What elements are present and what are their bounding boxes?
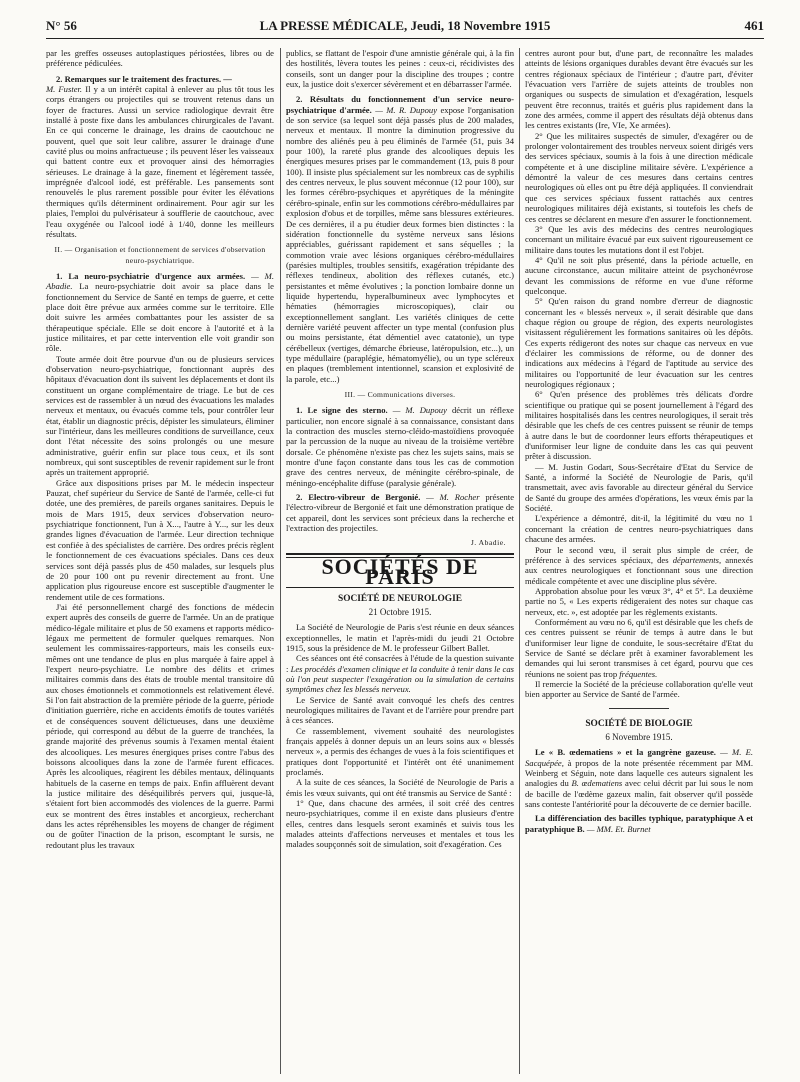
section-heading: 2. Résultats du fonctionnement d'un service neuro-psychiatrique d'armée. xyxy=(286,94,514,115)
section-heading: 2. Electro-vibreur de Bergonié. xyxy=(296,492,421,503)
paragraph xyxy=(286,405,514,488)
question-text: Les procédés d'examen clinique et la conduite à tenir dans le cas où l'on peut suspecter l'exagération ou la simulation de certains symptômes chez les blessés nerveux. xyxy=(286,663,514,695)
author: — M. Rocher xyxy=(426,492,480,503)
paragraph: Ce rassemblement, vivement souhaité des neurologistes français appelés à donner depuis un an leurs soins aux « blessés nerveux », a permis des échanges de vues à la fois scientifiques et pratiques dont l'opportunité et l'intérêt ont été unanimement proclamés. xyxy=(286,725,514,777)
section-heading: Le « B. œdematiens » et la gangrène gazeuse. xyxy=(535,747,716,758)
paragraph: par les greffes osseuses autoplastiques périostées, libres ou de préférence pédiculées. xyxy=(46,48,274,69)
emphasis: fréquentes. xyxy=(619,668,658,679)
paragraph xyxy=(525,617,753,679)
paragraph: Grâce aux dispositions prises par M. le médecin inspecteur Pauzat, chef supérieur du Service de Santé de l'armée, celle-ci fut dotée, une des premières, de pareils organes sanitaires. Depuis le mois de Mars 1915, deux services d'observation neuro-psychiatrique fonctionnent, l'un à X..., l'autre à Y..., sur les deux grandes lignes d'évacuation de l'armée. Leur direction technique est confiée à des spécialistes de carrière. Des ordres précis règlent le fonctionnement de ces évacuations spéciales. Dans ces deux services sont déjà passés plus de 450 malades, sur lesquels plus de 20 pour 100 ont pu revenir directement au front. Une application plus rigoureuse encore est susceptible d'augmenter le rendement utile de ces formations. xyxy=(46,477,274,602)
paragraph: 6° Qu'en présence des problèmes très délicats d'ordre scientifique ou pratique qui se posent journellement à l'égard des militaires hospitalisés dans les centres neurologiques, il serait très désirable que les chefs de ces centres puissent se réunir de temps à autre dans le but de coordonner leurs efforts thérapeutiques et d'uniformiser leur ligne de conduite dans les cas qui peuvent prêter à discussion. xyxy=(525,389,753,462)
paragraph: 4° Qu'il ne soit plus présenté, dans la période actuelle, en aucune circonstance, aucun militaire atteint de psychonévrose devant les commissions de réforme en vue d'une réforme quelconque. xyxy=(525,254,753,296)
rule xyxy=(609,708,669,709)
paragraph: 3° Que les avis des médecins des centres neurologiques concernant un militaire évacué par eux suivent rigoureusement ce militaire dans toutes les mutations dont il est l'objet. xyxy=(525,223,753,255)
paragraph: L'expérience a démontré, dit-il, la légitimité du vœu no 1 concernant la création de centres neuro-psychiatriques dans chacune des armées. xyxy=(525,513,753,545)
paragraph: 1° Que, dans chacune des armées, il soit créé des centres neuro-psychiatriques, comme il en existe dans plusieurs d'entre elles, centres dans lesquels seront examinés et suivis tous les malades atteints d'affections nerveuses et mentales et tous les malades soupçonnés soit de simulation, soit d'exagération. Ces xyxy=(286,798,514,850)
paragraph: 5° Qu'en raison du grand nombre d'erreur de diagnostic concernant les « blessés nerveux », il serait désirable que dans chaque région ou groupe de région, des experts neurologistes visitassent régulièrement les formations sanitaires où les dépôts. Ces experts rédigeront des notes sur chaque cas nerveux en vue d'éclairer les commissions de réforme, ou de donner des indications aux médecins à l'égard de l'aptitude au service des militaires ou l'opportunité de leur évacuation sur les centres neurologiques régionaux ; xyxy=(525,296,753,389)
paragraph-text: décrit un réflexe particulier, non encore signalé à sa connaissance, consistant dans la contraction des muscles sterno-cléido-mastoïdiens provoquée par la percussion de la nuque au niveau de la troisième vertèbre dorsale. Ce phénomène n'existe pas chez les sujets sains, mais se montre d'une façon constante dans tous les cas de commotion grave des centres nerveux, de méningite cérébro-spinale, de méningo-encéphalite diffuse (paralysie générale). xyxy=(286,405,514,488)
paragraph xyxy=(286,94,514,384)
paragraph: Le Service de Santé avait convoqué les chefs des centres neurologiques militaires de l'avant et de l'arrière pour prendre part à ces séances. xyxy=(286,694,514,726)
paragraph xyxy=(46,74,274,240)
society-title: SOCIÉTÉ DE BIOLOGIE xyxy=(585,718,693,729)
page-number: 461 xyxy=(744,18,764,33)
column-1 xyxy=(46,48,274,850)
paragraph-text: annexés aux centres neurologiques et fonctionnant sous une direction médicale compétente et avec une discipline plus sévère. xyxy=(525,554,753,586)
section-heading: 1. Le signe des sterno. xyxy=(296,405,388,416)
paragraph-text: expose l'organisation de son service (sa lequel sont déjà passés plus de 200 malades, nerveux et mentaux. Il montre la diminution progressive du nombre des aliénés peu à peu éliminés de l'armée (51, puis 34 pour 100), la rareté plus grande des alcooliques depuis les énergiques mesures prises par le commandement (13, puis 8 pour 100). Il insiste plus spécialement sur les nombreux cas de syphilis des centres nerveux, le plus souvent méconnue (12 pour 100), sur les formes cérébro-psychiques et apyrétiques de la méningite cérébro-spinale, enfin sur les commotions cérébro-médullaires par explosion d'obus et de torpilles, même sans blessures extérieures. De ces dernières, il a pu étudier deux formes bien distinctes : la sidération fonctionnelle du système nerveux sans lésions appréciables, guérissant rapidement et sans séquelles ; la commotion vraie avec lésions organiques cérébro-médullaires (parésies multiples, troubles sensitifs, exagération trépidante des réflexes tendineux, abolition des réflexes cutanés, etc.) persistantes et même évolutives ; la ponction lombaire donne un liquide hypertendu, hyperalbumineux avec lymphocytes et hématies (hémorragies microscopiques), clair ou exceptionnellement sanglant. Les variétés cliniques de cette dernière variété peuvent affecter un type mental (confusion plus ou moins persistante, état démentiel avec catatonie), un type cérébelleux (vertiges, démarche ébrieuse, latéropulsion, etc...), un type médullaire (paraplégie, hématomyélie), ou un type scléreux en plaques (tremblement intentionnel, scansion et explosivité de la parole, etc...) xyxy=(286,104,515,384)
paragraph: La Société de Neurologie de Paris s'est réunie en deux séances exceptionnelles, le matin et l'après-midi du jeudi 21 Octobre 1915, sous la présidence de M. le professeur Gilbert Ballet. xyxy=(286,622,514,653)
paragraph xyxy=(286,653,514,694)
column-divider xyxy=(280,48,281,1074)
session-date: 6 Novembre 1915. xyxy=(605,732,673,742)
column-3 xyxy=(525,48,753,834)
section-banner: SOCIÉTÉS DE PARIS xyxy=(321,553,479,590)
paragraph-text: La neuro-psychiatrie doit avoir sa place dans le fonctionnement du Service de Santé en temps de guerre, et cette place doit être prévue aux armées comme sur le territoire. Elle doit suivre les armées combattantes pour les assister de sa thérapeutique spéciale. Elle se doit encore à l'autorité et à la justice militaires, et par cette intervention elle voit grandir son rôle. xyxy=(46,281,274,354)
section-title: II. — Organisation et fonctionnement de services d'observation neuro-psychiatrique. xyxy=(54,245,266,265)
paragraph: Toute armée doit être pourvue d'un ou de plusieurs services d'observation neuro-psychiatrique, fonctionnant auprès des hôpitaux d'évacuation dont ils suivent les déplacements et dont ils constituent un organe complémentaire de triage. Le but de ces services est de rassembler à un nœud des évacuations les malades nerveux et mentaux, ou évacués comme tels, pour contrôler leur état, établir un diagnostic précis, dépister les simulateurs, éliminer sur l'intérieur, dans les meilleures conditions de surveillance, ceux dont l'état nécessite des soins prolongés ou une mesure administrative, guérir enfin sur place tous ceux, et ils sont nombreux, qui sont susceptibles de revenir rapidement sur le front après un traitement approprié. xyxy=(46,353,274,478)
paragraph: centres auront pour but, d'une part, de reconnaître les malades atteints de lésions organiques durables devant être évacués sur les centres régionaux spéciaux de l'intérieur ; d'autre part, d'éviter l'évacuation vers l'arrière de sujets atteints de troubles non organiques ou suspects de simulation et d'exagération, lesquels peuvent être reconnus, traités et guéris plus rapidement dans la zone des armées, comme il appert des résultats déjà obtenus dans les centres existants (Ire, VIe, Xe armées). xyxy=(525,48,753,131)
section-title: III. — Communications diverses. xyxy=(344,390,456,399)
paragraph: publics, se flattant de l'espoir d'une amnistie générale qui, à la fin des hostilités, lèvera toutes les peines : ceux-ci, récidivistes des conseils, sont un danger pour la discipline des troupes ; contre eux, la justice doit s'exercer sévèrement et en débarrasser l'armée. xyxy=(286,48,514,90)
paragraph-text: Conformément au vœu no 6, qu'il est désirable que les chefs de ces centres puissent se réunir de temps à autre dans le but d'uniformiser leur ligne de conduite, le sous-secrétaire d'Etat du Service de Santé se déclare prêt à examiner favorablement les demandes qui lui seront transmises à cet égard, pourvu que ces réunions ne soient pas trop xyxy=(525,616,753,679)
paragraph xyxy=(286,492,514,533)
paragraph-text: avec celui décrit par lui sous le nom de bacille de l'œdème gazeux malin, fait observer qu'il possède sans conteste l'antériorité pour la découverte de ce dernier bacille. xyxy=(525,778,754,810)
paragraph-text: Ces séances ont été consacrées à l'étude de la question suivante : xyxy=(286,653,514,674)
paragraph: — M. Justin Godart, Sous-Secrétaire d'Etat du Service de Santé, a informé la Société de Neurologie de Paris, qu'il transmettait, avec avis favorable au directeur général du Service de Santé du groupe des armées d'opérations, les vœux émis par la Société. xyxy=(525,461,753,514)
paragraph xyxy=(525,747,753,809)
author: — M. E. Sacquépée, xyxy=(525,747,753,768)
paragraph: J'ai été personnellement chargé des fonctions de médecin expert auprès des conseils de guerre de l'armée. Un an de pratique médico-légale militaire et plus de 50 examens et rapports médico-légaux me permettent de formuler quelques remarques. Non seulement les commissaires-rapporteurs, mais les conseils eux-mêmes ont une tendance de plus en plus marquée à faire appel à l'expert neuro-psychiatre. Le nombre des délits et crimes militaires commis dans des états de trouble mental transitoire dû aux choses émotionnels et commotionnels est relativement élevé. Si l'on fait abstraction de la première période de la guerre, période d'initiation guerrière, riche en accidents émotifs de toutes variétés et de conséquences souvent délictueuses, dans une deuxième période, qui correspond au début de la guerre de tranchées, la grande majorité des prévenus soumis à l'examen mental étaient des alcooliques. Les mesures énergiques prises contre l'abus des boissons alcooliques dans la zone de l'armée furent efficaces. Après les alcooliques, réagirent les débiles mentaux, délinquants habituels de la caserne en temps de paix. Enfin affluèrent devant la justice militaire des déséquilibrés pervers qui, jusque-là, s'étaient fort bien accommodés des violences de la guerre. Parmi eux se montrent des êtres instables et ancorgieux, recherchant dans les actes répréhensibles les moyens de changer de régiment ou de goûter l'inaction de la prison, escomptant le sursis, ne redoutant plus les travaux xyxy=(46,601,274,850)
author: — MM. Et. Burnet xyxy=(586,823,651,834)
paragraph: Approbation absolue pour les vœux 3°, 4° et 5°. La deuxième partie no 5, « Les experts rédigeraient des notes sur chaque cas nerveux, etc. », est adoptée par les règlements existants. xyxy=(525,585,753,617)
emphasis: départements, xyxy=(672,554,722,565)
paragraph: 2° Que les militaires suspectés de simuler, d'exagérer ou de prolonger volontairement des troubles nerveux soient dirigés vers des services spéciaux, soumis à la fois à une direction médicale compétente et à une discipline militaire sévère. L'expérience a démontré la valeur de ces mesures dans certains centres neurologiques où elles ont pu être déjà appliquées. Il conviendrait que ces services spéciaux fussent rattachés aux centres neurologiques militaires déjà existants, si toutefois les chefs de ces centres se déclarent en mesure d'en assurer le fonctionnement. xyxy=(525,130,753,224)
journal-title: LA PRESSE MÉDICALE, Jeudi, 18 Novembre 1915 xyxy=(259,18,551,33)
section-heading: 2. Remarques sur le traitement des fractures. — xyxy=(56,73,232,84)
issue-number: N° 56 xyxy=(46,18,77,33)
author: — M. R. Dupouy xyxy=(375,104,438,115)
author: — M. Dupouy xyxy=(392,405,447,416)
paragraph xyxy=(46,271,274,354)
paragraph: Il remercie la Société de la précieuse collaboration qu'elle veut bien apporter au Service de Santé de l'armée. xyxy=(525,678,753,700)
paragraph-text: présente l'électro-vibreur de Bergonié et fait une démonstration pratique de cet appareil, dont les services sont précieux dans la recherche et l'extraction des projectiles. xyxy=(286,492,515,534)
signature: J. Abadie. xyxy=(470,538,506,548)
section-heading: 1. La neuro-psychiatrie d'urgence aux armées. xyxy=(56,270,246,281)
section-heading: La différenciation des bacilles typhique, paratyphique A et paratyphique B. xyxy=(525,813,753,834)
author: M. Fuster. xyxy=(46,84,83,95)
author: — M. Abadie. xyxy=(46,270,274,292)
session-date: 21 Octobre 1915. xyxy=(368,606,432,617)
page-header xyxy=(46,14,764,39)
paragraph-text: à propos de la note présentée récemment par MM. Weinberg et Séguin, note dans laquelle ces auteurs signalent les analogies du xyxy=(525,757,754,789)
paragraph xyxy=(525,545,753,586)
paragraph-text: Il y a un intérêt capital à enlever au plus tôt tous les corps étrangers ou projectiles qui se trouvent retenus dans un foyer de fractures. Aussi un service radiologique devrait être installé à poste fixe dans les ambulances chirurgicales de l'avant. En ce qui concerne le drainage, les drains de caoutchouc ne pouvent, quel que soit leur calibre, assurer le drainage d'une cavité plus ou moins anfractueuse ; ils peuvent léser les vaisseaux qui battent contre eux et provoquer ainsi des hémorragies sérieuses. Le drainage à la gaze, finement et légèrement tassée, imprégnée d'alcool iodé, est préférable. Les pansements sont renouvelés le plus rarement possible pour éviter les élévations thermiques qu'ils déterminent ordinairement. Pour agir sur les plaies, l'emploi du pulvérisateur à soufflerie de caoutchouc, avec l'eau oxygénée ou l'alcool iodé à 1/40, donne les meilleurs résultats. xyxy=(46,84,274,239)
paragraph xyxy=(525,813,753,834)
society-title: SOCIÉTÉ DE NEUROLOGIE xyxy=(338,593,462,604)
paragraph-text: Pour le second vœu, il serait plus simple de créer, de préférence à des services spéciaux, des xyxy=(525,544,753,565)
column-2 xyxy=(286,48,514,850)
paragraph: A la suite de ces séances, la Société de Neurologie de Paris a émis les vœux suivants, qui ont été transmis au Service de Santé : xyxy=(286,777,514,798)
column-divider xyxy=(519,48,520,1074)
emphasis: B. œdematiens xyxy=(571,778,623,789)
